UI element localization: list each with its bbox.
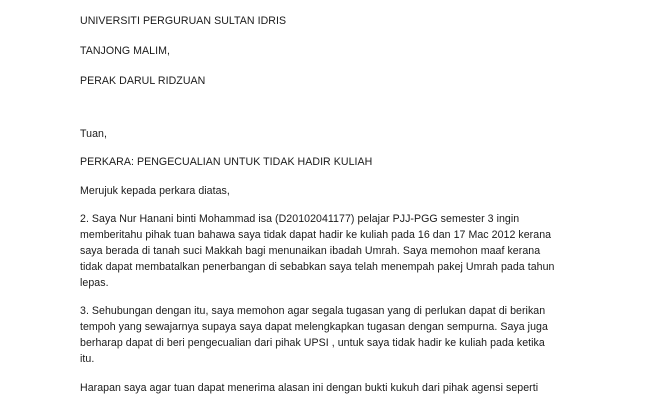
paragraph-2-line: tidak dapat membatalkan penerbangan di sebabkan saya telah menempah pakej Umrah pada tahun bbox=[80, 261, 555, 273]
paragraph-2-line: lepas. bbox=[80, 277, 109, 289]
paragraph-2-line: saya berada di tanah suci Makkah bagi menunaikan ibadah Umrah. Saya memohon maaf kerana bbox=[80, 245, 541, 257]
address-line-state: PERAK DARUL RIDZUAN bbox=[80, 75, 206, 87]
address-line-town: TANJONG MALIM, bbox=[80, 45, 170, 57]
paragraph-3-line: itu. bbox=[80, 353, 95, 365]
paragraph-2-line: 2. Saya Nur Hanani binti Mohammad isa (D20102041177) pelajar PJJ-PGG semester 3 ingin bbox=[80, 213, 520, 225]
reference-line: Merujuk kepada perkara diatas, bbox=[80, 185, 230, 197]
paragraph-3-line: tempoh yang sewajarnya supaya saya dapat melengkapkan tugasan dengan sempurna. Saya juga bbox=[80, 321, 548, 333]
paragraph-2-line: memberitahu pihak tuan bahawa saya tidak dapat hadir ke kuliah pada 16 dan 17 Mac 2012 kerana bbox=[80, 229, 552, 241]
paragraph-3-line: berharap dapat di beri pengecualian dari pihak UPSI , untuk saya tidak hadir ke kuliah pada ketika bbox=[80, 337, 545, 349]
address-line-university: UNIVERSITI PERGURUAN SULTAN IDRIS bbox=[80, 15, 287, 27]
salutation: Tuan, bbox=[80, 128, 107, 140]
paragraph-4-line: Harapan saya agar tuan dapat menerima alasan ini dengan bukti kukuh dari pihak agensi seperti bbox=[80, 382, 539, 394]
paragraph-3-line: 3. Sehubungan dengan itu, saya memohon agar segala tugasan yang di perlukan dapat di berikan bbox=[80, 305, 546, 317]
subject-line: PERKARA: PENGECUALIAN UNTUK TIDAK HADIR KULIAH bbox=[80, 156, 373, 168]
